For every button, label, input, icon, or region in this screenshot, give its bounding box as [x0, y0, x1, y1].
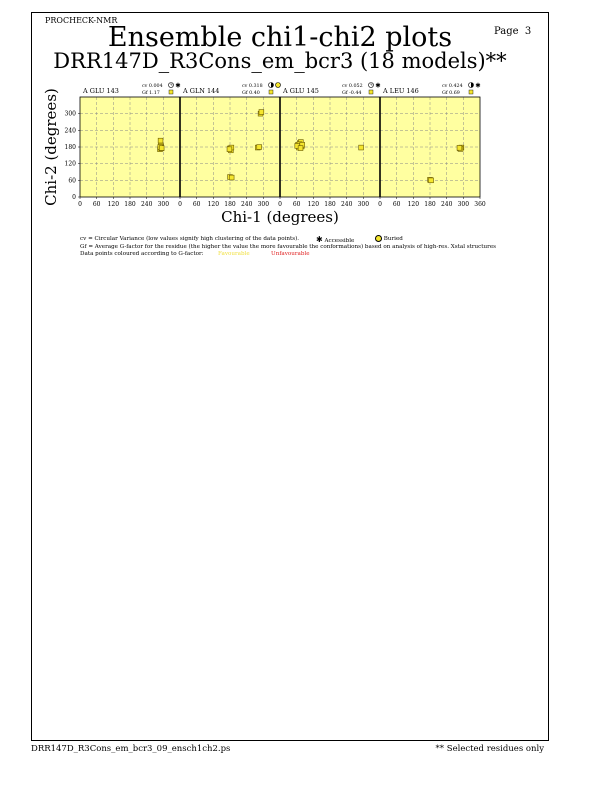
- x-tick-label: 60: [192, 201, 201, 208]
- data-point: [158, 138, 163, 143]
- x-tick-label: 240: [340, 201, 353, 208]
- x-tick-label: 120: [407, 201, 420, 208]
- x-tick-label: 300: [257, 201, 270, 208]
- page-title: Ensemble chi1-chi2 plots: [107, 22, 453, 53]
- residue-label: A LEU 146: [383, 87, 419, 95]
- accessible-icon: ✱: [316, 235, 323, 244]
- data-point: [227, 147, 232, 152]
- y-tick-label: 120: [64, 160, 76, 168]
- gf-label: Gf 0.40: [242, 91, 260, 96]
- accessible-icon: ✱: [475, 81, 481, 90]
- x-tick-label: 120: [307, 201, 320, 208]
- x-tick-label: 120: [207, 201, 220, 208]
- x-tick-label: 300: [157, 201, 170, 208]
- x-tick-label: 180: [324, 201, 336, 208]
- legend-accessible: [316, 235, 354, 244]
- legend-cv-text: cv = Circular Variance (low values signify high clustering of the data points).: [80, 236, 300, 242]
- gf-label: Gf 1.17: [142, 91, 160, 96]
- page-number: 3: [524, 26, 532, 37]
- data-point: [359, 145, 364, 150]
- x-tick-label: 180: [224, 201, 236, 208]
- legend-buried-label: Buried: [383, 236, 403, 242]
- gf-label: Gf 0.69: [442, 91, 460, 96]
- x-tick-label: 240: [440, 201, 453, 208]
- x-tick-label: 60: [392, 201, 401, 208]
- x-tick-label: 240: [240, 201, 253, 208]
- residue-label: A GLN 144: [183, 87, 220, 95]
- page-label: Page: [494, 26, 519, 37]
- y-tick-label: 60: [68, 177, 76, 185]
- legend-favourable: Favourable: [218, 251, 250, 257]
- gf-swatch: [469, 90, 473, 94]
- cv-label: cv 0.004: [142, 84, 163, 89]
- y-tick-label: 300: [64, 110, 76, 118]
- x-tick-label: 0: [78, 201, 82, 208]
- x-tick-label: 300: [457, 201, 470, 208]
- legend-unfavourable: Unfavourable: [271, 251, 310, 257]
- buried-icon: [276, 83, 281, 88]
- footer-note: ** Selected residues only: [435, 744, 544, 754]
- cv-label: cv 0.424: [442, 84, 463, 89]
- buried-icon: [375, 235, 382, 242]
- data-point: [257, 145, 262, 150]
- legend-cv-line: [80, 236, 299, 242]
- legend-gf-line: Gf = Average G-factor for the residue (the higher the value the more favourable the conformations) based on analysis of high-res. Xstal structures: [80, 244, 496, 250]
- cv-label: cv 0.318: [242, 84, 263, 89]
- x-tick-label: 0: [378, 201, 382, 208]
- gf-swatch: [269, 90, 273, 94]
- y-tick-label: 240: [64, 127, 76, 135]
- legend-accessible-label: Accessible: [324, 238, 355, 244]
- legend-colour-line: Data points coloured according to G-factor:: [80, 251, 204, 257]
- legend-buried: [375, 235, 403, 242]
- data-point: [159, 146, 164, 151]
- x-tick-label: 60: [292, 201, 301, 208]
- gf-label: Gf -0.44: [342, 91, 362, 96]
- gf-swatch: [369, 90, 373, 94]
- data-point: [229, 175, 234, 180]
- accessible-icon: ✱: [375, 81, 381, 90]
- program-name: PROCHECK-NMR: [45, 16, 118, 25]
- x-tick-label: 60: [92, 201, 101, 208]
- gf-swatch: [169, 90, 173, 94]
- cv-label: cv 0.052: [342, 84, 363, 89]
- data-point: [259, 110, 264, 115]
- y-tick-label: 0: [72, 194, 76, 201]
- x-tick-label: 360: [474, 201, 486, 208]
- x-tick-label: 120: [107, 201, 120, 208]
- x-tick-label: 0: [178, 201, 182, 208]
- x-tick-label: 0: [278, 201, 282, 208]
- y-tick-label: 180: [64, 144, 76, 151]
- page-subtitle: DRR147D_R3Cons_em_bcr3 (18 models)**: [53, 49, 507, 73]
- data-point: [429, 178, 434, 183]
- footer-filename: DRR147D_R3Cons_em_bcr3_09_ensch1ch2.ps: [31, 744, 231, 754]
- x-tick-label: 300: [357, 201, 370, 208]
- residue-label: A GLU 145: [283, 87, 319, 95]
- data-point: [457, 145, 462, 150]
- x-tick-label: 180: [424, 201, 436, 208]
- x-axis-label: Chi-1 (degrees): [221, 208, 339, 226]
- data-point: [298, 146, 303, 151]
- residue-label: A GLU 143: [83, 87, 119, 95]
- accessible-icon: ✱: [175, 81, 181, 90]
- x-tick-label: 240: [140, 201, 153, 208]
- y-axis-label: Chi-2 (degrees): [42, 88, 60, 206]
- x-tick-label: 180: [124, 201, 136, 208]
